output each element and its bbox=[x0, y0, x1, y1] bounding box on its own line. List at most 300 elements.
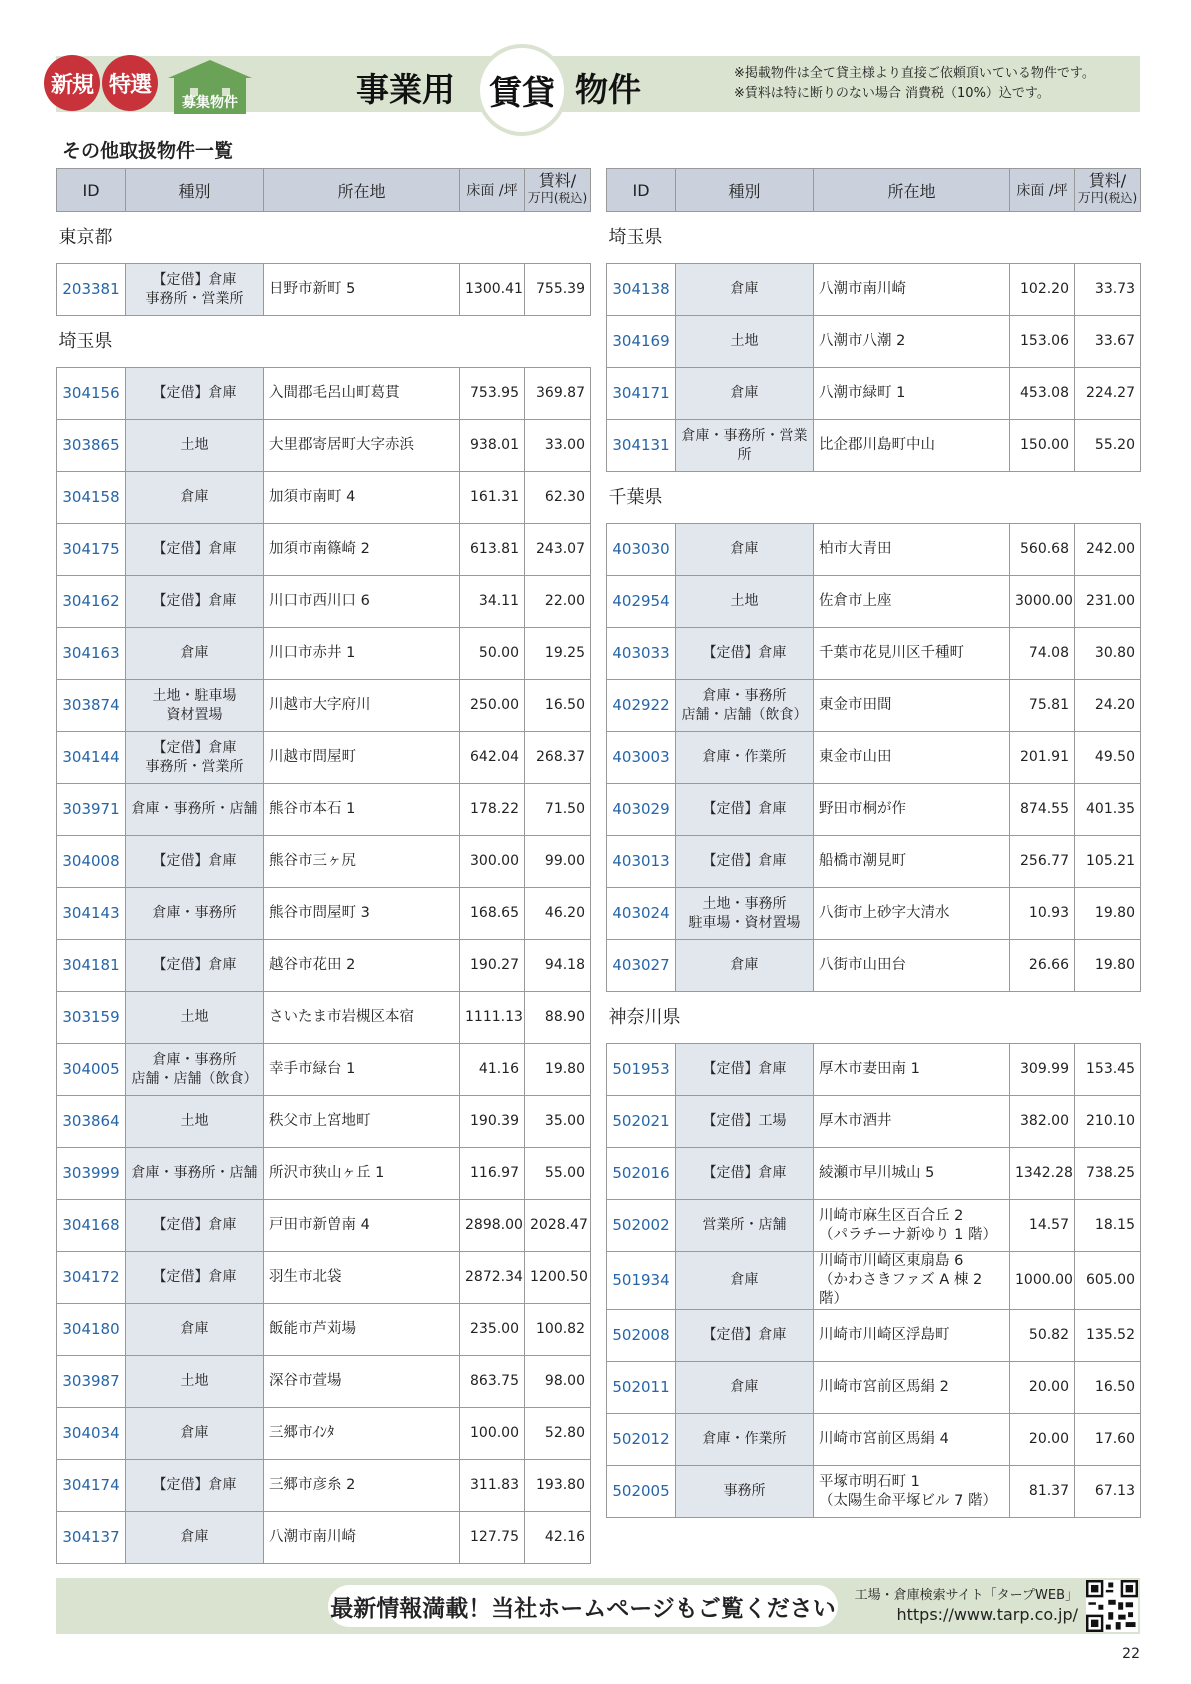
property-type-text: 【定借】倉庫 bbox=[152, 957, 237, 973]
property-id[interactable] bbox=[607, 524, 676, 576]
property-id[interactable] bbox=[607, 836, 676, 888]
table-row[interactable] bbox=[57, 1356, 591, 1408]
qr-code-icon[interactable] bbox=[1086, 1580, 1138, 1632]
property-id-text: 403024 bbox=[612, 904, 670, 922]
table-row[interactable] bbox=[57, 1252, 591, 1304]
table-row[interactable] bbox=[57, 1304, 591, 1356]
property-id[interactable] bbox=[607, 732, 676, 784]
property-location bbox=[264, 472, 460, 524]
property-rent bbox=[1075, 368, 1141, 420]
property-area-text: 311.83 bbox=[470, 1477, 519, 1493]
property-rent-text: 22.00 bbox=[544, 593, 585, 609]
table-row[interactable] bbox=[57, 420, 591, 472]
property-type bbox=[676, 576, 814, 628]
table-row[interactable] bbox=[57, 576, 591, 628]
property-location bbox=[264, 1460, 460, 1512]
property-rent-text: 2028.47 bbox=[530, 1217, 588, 1233]
property-id[interactable] bbox=[607, 680, 676, 732]
property-id[interactable] bbox=[57, 680, 126, 732]
property-location bbox=[264, 524, 460, 576]
property-rent bbox=[525, 1252, 591, 1304]
property-id-text: 304169 bbox=[612, 332, 670, 350]
property-type-text: 土地 bbox=[730, 593, 759, 609]
property-location bbox=[814, 524, 1010, 576]
property-area bbox=[460, 1096, 525, 1148]
property-id-text: 304005 bbox=[62, 1060, 120, 1078]
section-title: その他取扱物件一覧 bbox=[62, 140, 234, 162]
property-rent bbox=[525, 1044, 591, 1096]
property-id[interactable] bbox=[607, 1310, 676, 1362]
property-id[interactable] bbox=[57, 264, 126, 316]
property-type-text: 倉庫 bbox=[180, 1321, 209, 1337]
property-area-text: 178.22 bbox=[470, 801, 519, 817]
property-location bbox=[814, 836, 1010, 888]
property-id[interactable] bbox=[607, 784, 676, 836]
property-location-text: 飯能市芦苅場 bbox=[269, 1321, 356, 1337]
property-type bbox=[676, 316, 814, 368]
property-location-text: 八街市上砂字大清水 bbox=[819, 905, 950, 921]
table-row[interactable] bbox=[57, 732, 591, 784]
property-area-text: 190.27 bbox=[470, 957, 519, 973]
property-rent bbox=[525, 1304, 591, 1356]
property-id[interactable] bbox=[607, 368, 676, 420]
property-id[interactable] bbox=[57, 472, 126, 524]
property-location bbox=[264, 836, 460, 888]
property-location-text: 厚木市妻田南 1 bbox=[819, 1061, 920, 1077]
property-location-text: 所沢市狭山ヶ丘 1 bbox=[269, 1165, 385, 1181]
property-rent bbox=[1075, 1310, 1141, 1362]
property-type bbox=[676, 1200, 814, 1252]
property-area-text: 168.65 bbox=[470, 905, 519, 921]
property-rent-text: 99.00 bbox=[544, 853, 585, 869]
property-area-text: 116.97 bbox=[470, 1165, 519, 1181]
table-row[interactable] bbox=[607, 1148, 1141, 1200]
footer-banner[interactable]: 最新情報満載！当社ホームページもご覧ください bbox=[328, 1585, 838, 1627]
property-area-text: 34.11 bbox=[478, 593, 519, 609]
property-rent-text: 16.50 bbox=[1094, 1379, 1135, 1395]
property-rent-text: 55.00 bbox=[544, 1165, 585, 1181]
property-id[interactable] bbox=[57, 1148, 126, 1200]
property-location-text: 野田市桐が作 bbox=[819, 801, 906, 817]
property-type-text: 資材置場 bbox=[166, 706, 223, 723]
property-id[interactable] bbox=[57, 1044, 126, 1096]
property-rent bbox=[1075, 524, 1141, 576]
property-id[interactable] bbox=[57, 576, 126, 628]
table-row[interactable] bbox=[607, 940, 1141, 992]
property-id-text: 304034 bbox=[62, 1424, 120, 1442]
property-id[interactable] bbox=[607, 888, 676, 940]
title-part3: 物件 bbox=[575, 70, 641, 109]
property-type bbox=[126, 1512, 264, 1564]
property-type-text: 倉庫・事務所 bbox=[152, 905, 237, 921]
property-type bbox=[126, 420, 264, 472]
region-heading: 神奈川県 bbox=[607, 992, 1141, 1044]
note-1: ※掲載物件は全て貸主様より直接ご依頼頂いている物件です。 bbox=[734, 66, 1095, 81]
property-area bbox=[460, 628, 525, 680]
property-id[interactable] bbox=[607, 1362, 676, 1414]
property-location-text: 川崎市川崎区東扇島 6 bbox=[819, 1253, 964, 1269]
property-location bbox=[264, 732, 460, 784]
table-row[interactable] bbox=[607, 420, 1141, 472]
table-row[interactable] bbox=[607, 1044, 1141, 1096]
property-id-text: 402954 bbox=[612, 592, 670, 610]
property-location-text: 加須市南町 4 bbox=[269, 489, 356, 505]
property-location-text: 船橋市潮見町 bbox=[819, 853, 906, 869]
property-id[interactable] bbox=[57, 1252, 126, 1304]
col-header-area-text: 床面 /坪 bbox=[1016, 183, 1068, 199]
property-rent-text: 605.00 bbox=[1086, 1272, 1135, 1288]
property-location bbox=[814, 1096, 1010, 1148]
property-type-text: 【定借】倉庫 bbox=[152, 385, 237, 401]
property-rent-text: 268.37 bbox=[536, 749, 585, 765]
property-id[interactable] bbox=[57, 836, 126, 888]
property-id[interactable] bbox=[57, 420, 126, 472]
table-row[interactable] bbox=[607, 1414, 1141, 1466]
property-area-text: 309.99 bbox=[1020, 1061, 1069, 1077]
table-row[interactable] bbox=[607, 1252, 1141, 1310]
property-area-text: 150.00 bbox=[1020, 437, 1069, 453]
table-row[interactable] bbox=[57, 264, 591, 316]
table-row[interactable] bbox=[607, 264, 1141, 316]
property-area-text: 20.00 bbox=[1028, 1379, 1069, 1395]
table-row[interactable] bbox=[57, 784, 591, 836]
property-rent bbox=[1075, 732, 1141, 784]
property-id[interactable] bbox=[57, 1460, 126, 1512]
property-area bbox=[460, 836, 525, 888]
table-row[interactable] bbox=[57, 368, 591, 420]
property-type-text: 土地 bbox=[730, 333, 759, 349]
table-row[interactable] bbox=[607, 1310, 1141, 1362]
recruit-label: 募集物件 bbox=[182, 95, 238, 111]
property-location-text: 三郷市ｲﾝﾀ bbox=[269, 1425, 335, 1441]
table-row[interactable] bbox=[57, 888, 591, 940]
property-id[interactable] bbox=[57, 1200, 126, 1252]
property-location-text: 越谷市花田 2 bbox=[269, 957, 356, 973]
property-area-text: 1300.41 bbox=[465, 281, 523, 297]
property-rent-text: 243.07 bbox=[536, 541, 585, 557]
region-row bbox=[607, 212, 1141, 264]
property-rent bbox=[525, 940, 591, 992]
house-icon bbox=[168, 60, 252, 116]
property-area bbox=[460, 888, 525, 940]
region-row bbox=[607, 992, 1141, 1044]
property-location-text: 川口市西川口 6 bbox=[269, 593, 370, 609]
property-area-text: 2898.00 bbox=[465, 1217, 523, 1233]
property-rent bbox=[525, 1148, 591, 1200]
property-location bbox=[264, 1044, 460, 1096]
property-id-text: 203381 bbox=[62, 280, 120, 298]
property-location bbox=[814, 680, 1010, 732]
property-area-text: 1342.28 bbox=[1015, 1165, 1073, 1181]
region-heading: 埼玉県 bbox=[607, 212, 1141, 264]
table-row[interactable] bbox=[57, 472, 591, 524]
property-location-text: 川崎市宮前区馬絹 4 bbox=[819, 1431, 949, 1447]
property-location-text: 八潮市南川崎 bbox=[819, 281, 906, 297]
table-row[interactable] bbox=[607, 1200, 1141, 1252]
property-location bbox=[264, 1148, 460, 1200]
property-location bbox=[814, 940, 1010, 992]
col-header-type: 種別 bbox=[676, 169, 814, 212]
property-area bbox=[1010, 316, 1075, 368]
property-area bbox=[1010, 680, 1075, 732]
property-area bbox=[460, 576, 525, 628]
property-location-text: 羽生市北袋 bbox=[269, 1269, 342, 1285]
property-location-text: さいたま市岩槻区本宿 bbox=[269, 1009, 414, 1025]
table-row[interactable] bbox=[57, 1096, 591, 1148]
property-rent-text: 67.13 bbox=[1094, 1483, 1135, 1499]
property-type bbox=[676, 836, 814, 888]
table-row[interactable] bbox=[607, 576, 1141, 628]
property-rent bbox=[1075, 888, 1141, 940]
table-row[interactable] bbox=[57, 1460, 591, 1512]
region-row bbox=[607, 472, 1141, 524]
property-area-text: 250.00 bbox=[470, 697, 519, 713]
property-type-text: 事務所・営業所 bbox=[145, 290, 244, 307]
property-type-text: 倉庫 bbox=[730, 1379, 759, 1395]
property-type bbox=[126, 888, 264, 940]
property-id[interactable] bbox=[57, 888, 126, 940]
property-id[interactable] bbox=[607, 264, 676, 316]
property-rent-text: 88.90 bbox=[544, 1009, 585, 1025]
rent-line1: 賃料/ bbox=[1088, 171, 1127, 190]
col-header-location: 所在地 bbox=[264, 169, 460, 212]
property-area bbox=[460, 420, 525, 472]
property-id[interactable] bbox=[607, 940, 676, 992]
table-row[interactable] bbox=[607, 628, 1141, 680]
property-location-text: 平塚市明石町 1 bbox=[819, 1473, 920, 1490]
property-id-text: 303864 bbox=[62, 1112, 120, 1130]
property-type bbox=[126, 264, 264, 316]
property-type-text: 店舗・店舗（飲食） bbox=[131, 1070, 258, 1087]
table-row[interactable] bbox=[57, 524, 591, 576]
property-id[interactable] bbox=[57, 1304, 126, 1356]
property-type-text: 【定借】倉庫 bbox=[152, 739, 237, 756]
property-type bbox=[126, 940, 264, 992]
property-location-text: 柏市大青田 bbox=[819, 541, 892, 557]
property-id[interactable] bbox=[607, 628, 676, 680]
property-id[interactable] bbox=[607, 1096, 676, 1148]
table-row[interactable] bbox=[57, 1512, 591, 1564]
table-row[interactable] bbox=[607, 784, 1141, 836]
property-id[interactable] bbox=[607, 316, 676, 368]
property-id[interactable] bbox=[57, 1512, 126, 1564]
property-area-text: 127.75 bbox=[470, 1529, 519, 1545]
property-type bbox=[676, 264, 814, 316]
property-id[interactable] bbox=[607, 576, 676, 628]
property-type-text: 倉庫・事務所・営業所 bbox=[681, 427, 808, 463]
property-area-text: 256.77 bbox=[1020, 853, 1069, 869]
property-location-text: 熊谷市本石 1 bbox=[269, 801, 356, 817]
property-area bbox=[1010, 1466, 1075, 1518]
property-rent-text: 224.27 bbox=[1086, 385, 1135, 401]
property-area bbox=[460, 368, 525, 420]
property-area bbox=[460, 472, 525, 524]
property-id-text: 403029 bbox=[612, 800, 670, 818]
table-row[interactable] bbox=[57, 940, 591, 992]
property-area bbox=[1010, 836, 1075, 888]
property-id-text: 304156 bbox=[62, 384, 120, 402]
property-rent-text: 19.25 bbox=[544, 645, 585, 661]
rent-tax: (税込) bbox=[553, 191, 588, 205]
property-rent-text: 755.39 bbox=[536, 281, 585, 297]
property-area bbox=[1010, 784, 1075, 836]
property-id-text: 304163 bbox=[62, 644, 120, 662]
table-row[interactable] bbox=[57, 1200, 591, 1252]
property-rent bbox=[1075, 1148, 1141, 1200]
property-type-text: 倉庫・作業所 bbox=[702, 749, 787, 765]
table-row[interactable] bbox=[57, 1148, 591, 1200]
property-id-text: 303987 bbox=[62, 1372, 120, 1390]
property-id[interactable] bbox=[607, 1044, 676, 1096]
table-row[interactable] bbox=[607, 1466, 1141, 1518]
table-row[interactable] bbox=[57, 1044, 591, 1096]
property-rent bbox=[525, 524, 591, 576]
property-id[interactable] bbox=[57, 784, 126, 836]
property-location bbox=[814, 368, 1010, 420]
property-id-text: 502012 bbox=[612, 1430, 670, 1448]
table-row[interactable] bbox=[607, 680, 1141, 732]
col-header-location: 所在地 bbox=[814, 169, 1010, 212]
property-type-text: 土地 bbox=[180, 1113, 209, 1129]
property-type-text: 倉庫・事務所・店舗 bbox=[131, 1165, 258, 1181]
table-row[interactable] bbox=[607, 368, 1141, 420]
property-type bbox=[676, 1466, 814, 1518]
property-type bbox=[126, 524, 264, 576]
property-rent bbox=[525, 368, 591, 420]
table-row[interactable] bbox=[607, 316, 1141, 368]
property-location bbox=[814, 1200, 1010, 1252]
table-row[interactable] bbox=[57, 680, 591, 732]
property-id-text: 303874 bbox=[62, 696, 120, 714]
property-id-text: 304144 bbox=[62, 748, 120, 766]
table-row[interactable] bbox=[607, 836, 1141, 888]
table-row[interactable] bbox=[607, 1096, 1141, 1148]
property-id-text: 502008 bbox=[612, 1326, 670, 1344]
property-rent bbox=[525, 1460, 591, 1512]
property-id[interactable] bbox=[57, 940, 126, 992]
property-id[interactable] bbox=[57, 1356, 126, 1408]
property-id-text: 303999 bbox=[62, 1164, 120, 1182]
table-row[interactable] bbox=[607, 888, 1141, 940]
property-id[interactable] bbox=[607, 420, 676, 472]
property-type bbox=[126, 1044, 264, 1096]
property-location bbox=[814, 1148, 1010, 1200]
property-id[interactable] bbox=[607, 1252, 676, 1310]
property-location-text: 大里郡寄居町大字赤浜 bbox=[269, 437, 414, 453]
property-id[interactable] bbox=[57, 368, 126, 420]
property-id-text: 403013 bbox=[612, 852, 670, 870]
header-notes bbox=[734, 64, 1095, 104]
property-type bbox=[676, 1252, 814, 1310]
property-area-text: 50.82 bbox=[1028, 1327, 1069, 1343]
property-area-text: 74.08 bbox=[1028, 645, 1069, 661]
property-type-text: 倉庫 bbox=[180, 1425, 209, 1441]
property-id[interactable] bbox=[607, 1148, 676, 1200]
property-type-text: 土地・駐車場 bbox=[152, 687, 237, 704]
property-rent bbox=[1075, 1252, 1141, 1310]
region-row bbox=[57, 316, 591, 368]
property-id-text: 304181 bbox=[62, 956, 120, 974]
property-id[interactable] bbox=[57, 524, 126, 576]
table-row[interactable] bbox=[57, 836, 591, 888]
footer-url-link[interactable]: https://www.tarp.co.jp/ bbox=[896, 1605, 1078, 1624]
property-rent-text: 193.80 bbox=[536, 1477, 585, 1493]
property-location-text: 川越市問屋町 bbox=[269, 749, 356, 765]
property-area-text: 41.16 bbox=[478, 1061, 519, 1077]
property-area bbox=[1010, 524, 1075, 576]
property-type-text: 倉庫 bbox=[730, 957, 759, 973]
property-id[interactable] bbox=[57, 1408, 126, 1460]
property-rent-text: 135.52 bbox=[1086, 1327, 1135, 1343]
property-id-text: 303159 bbox=[62, 1008, 120, 1026]
property-area bbox=[460, 940, 525, 992]
property-area bbox=[460, 1148, 525, 1200]
property-location bbox=[264, 628, 460, 680]
property-id-text: 304131 bbox=[612, 436, 670, 454]
property-rent bbox=[1075, 1414, 1141, 1466]
table-row[interactable] bbox=[57, 992, 591, 1044]
property-area bbox=[1010, 420, 1075, 472]
region-heading: 千葉県 bbox=[607, 472, 1141, 524]
property-location bbox=[264, 1252, 460, 1304]
property-id[interactable] bbox=[57, 992, 126, 1044]
property-rent-text: 369.87 bbox=[536, 385, 585, 401]
property-rent-text: 210.10 bbox=[1086, 1113, 1135, 1129]
property-rent bbox=[1075, 680, 1141, 732]
property-rent bbox=[525, 1096, 591, 1148]
property-rent bbox=[525, 888, 591, 940]
property-area-text: 3000.00 bbox=[1015, 593, 1073, 609]
new-badge: 新規 bbox=[44, 55, 100, 111]
property-location bbox=[264, 264, 460, 316]
property-type bbox=[676, 1096, 814, 1148]
property-area-text: 81.37 bbox=[1028, 1483, 1069, 1499]
property-id[interactable] bbox=[57, 1096, 126, 1148]
property-table-left bbox=[56, 168, 591, 1564]
property-rent-text: 35.00 bbox=[544, 1113, 585, 1129]
rent-line2: 万円 bbox=[527, 191, 554, 206]
property-id[interactable] bbox=[607, 1414, 676, 1466]
table-row[interactable] bbox=[607, 524, 1141, 576]
property-id[interactable] bbox=[57, 732, 126, 784]
property-location bbox=[814, 1044, 1010, 1096]
property-type-text: 【定借】倉庫 bbox=[152, 593, 237, 609]
table-row[interactable] bbox=[607, 732, 1141, 784]
property-location-text: （太陽生命平塚ビル 7 階） bbox=[819, 1492, 997, 1509]
property-type bbox=[126, 576, 264, 628]
property-type-text: 土地・事務所 bbox=[702, 895, 787, 912]
property-rent bbox=[525, 1200, 591, 1252]
property-rent bbox=[525, 628, 591, 680]
property-id[interactable] bbox=[607, 1200, 676, 1252]
property-area bbox=[1010, 1362, 1075, 1414]
col-header-type: 種別 bbox=[126, 169, 264, 212]
property-area bbox=[460, 524, 525, 576]
property-type bbox=[126, 1200, 264, 1252]
table-row[interactable] bbox=[607, 1362, 1141, 1414]
property-area bbox=[460, 1200, 525, 1252]
property-location bbox=[814, 1362, 1010, 1414]
property-rent bbox=[525, 680, 591, 732]
property-rent bbox=[1075, 1096, 1141, 1148]
property-location-text: 幸手市緑台 1 bbox=[269, 1061, 356, 1077]
property-id[interactable] bbox=[57, 628, 126, 680]
region-row bbox=[57, 212, 591, 264]
table-row[interactable] bbox=[57, 628, 591, 680]
table-row[interactable] bbox=[57, 1408, 591, 1460]
property-location-text: 千葉市花見川区千種町 bbox=[819, 645, 964, 661]
property-id[interactable] bbox=[607, 1466, 676, 1518]
